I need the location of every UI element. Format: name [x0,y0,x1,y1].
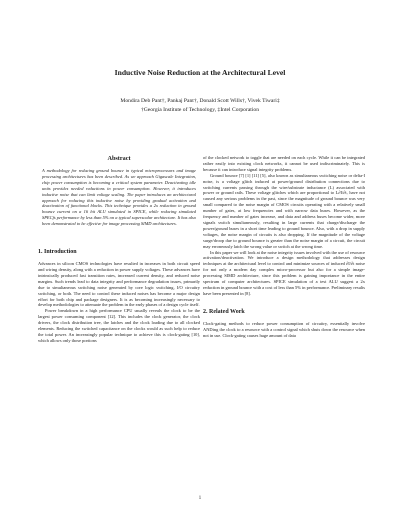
author-affiliations: †Georgia Institute of Technology, ‡Intel Corporation [140,107,260,113]
author-names: Mondira Deb Pant†, Pankaj Pant†, Donald Scott Wills†, Vivek Tiwari‡ [120,98,280,104]
intro-heading: 1. Introduction [38,249,77,256]
related-work-heading: 2. Related Work [203,308,245,315]
intro-paragraph: Power breakdown in a high performance CPU usually reveals the clock to be the largest power consuming component [12]. This includes the clock generator, the clock drivers, the clock distribution tree, the latches and the clock loading due to all clocked elements. Reducing the switched capacitance on the clocks would as such help to reduce the total power. An increasingly popular technique to achieve this is clock-gating [10], which allows only those portions [38,308,200,343]
section-gap [203,297,365,309]
paper-title: Inductive Noise Reduction at the Architectural Level [114,68,286,77]
body-paragraph: Ground bounce [7] [1] [11] [5], also known as simultaneous switching noise or delta-I noise, is a voltage glitch induced at power/ground distribution connections due to switching currents passing through the wire/substrate inductance (L) associated with power or ground rails. These voltage glitches which are proportional to L∂I/∂t, have not caused any serious problems in the past, since the magnitude of ground bounce was very small compared to the noise margin of CMOS circuits operating with a relatively small number of gates, at low frequencies and with narrow data buses. However, as the frequency and number of gates increase, and data and address buses become wider, more signals switch simultaneously, resulting in large currents that charge/discharge the power/ground buses in a short time leading to ground bounce. Also, with a drop in supply voltages, the noise margin of circuits is also dropping. If the magnitude of the voltage surge/droop due to ground bounce is greater than the noise margin of a circuit, the circuit may erroneously latch the wrong value or switch at the wrong time. [203,172,365,249]
left-column [38,155,200,344]
body-paragraph: In this paper we will look at the noise integrity issues involved with the use of resource activation/deactivation. We introduce a design methodology that addresses design techniques at the architectural level to control and minimize sources of induced ∂I/∂t noise for not only a modern day complex micro-processor but also for a simple image-processing SIMD architecture, since this problem is gaining importance in the entire spectrum of computer architectures. SPICE simulation of a test ALU suggest a 2x reduction in ground bounce with a cost of less than 5% in performance. Preliminary results have been presented in [8]. [203,249,365,296]
intro-paragraph: Advances in silicon CMOS technologies have resulted in increases in both circuit speed and wiring density, along with a reduction in power supply voltages. These advances have intrinsically produced fast transition rates, increased current density, and reduced noise margins. Such trends lead to data integrity and performance degradation issues, primarily due to simultaneous switching noise generated by core logic switching, I/O circuitry switching, or both. The need to control these induced noises has become a major design effort for both chip and package designers. It is as becoming increasingly necessary to develop methodologies to attenuate the problem in the early phases of a design cycle itself. [38,261,200,308]
body-paragraph: of the clocked network to toggle that are needed on each cycle. While it can be integrated rather easily into existing clock networks, it cannot be used indiscriminately. This is because it can introduce signal integrity problems. [203,155,365,172]
abstract-text: A methodology for reducing ground bounce in typical microprocessors and image processing architectures has been described. As we approach Gigascale Integration, chip power consumption is becoming a critical system parameter. Deactivating idle units provides needed reductions in power consumption. However, it introduces inductive noise that can limit voltage scaling. The paper introduces an architectural approach for reducing this inductive noise by providing gradual activation and deactivation of functional blocks. This technique provides a 2x reduction in ground bounce current on a 16 bit ALU simulated in SPICE, while reducing simulated SPECfs performance by less than 5% on a typical superscalar architecture. It has also been demonstrated to be effective for image processing SIMD architectures. [42,168,196,227]
author-block [0,97,400,115]
related-work-paragraph: Clock-gating methods to reduce power consumption of circuitry, essentially involve ANDing the clock to a resource with a control signal which shuts down the resource when not in use. Clock-gating causes huge amount of data [203,320,365,338]
right-column [203,155,365,338]
abstract-heading: Abstract [107,155,131,162]
page-number: 1 [198,496,202,501]
section-gap [38,227,200,249]
